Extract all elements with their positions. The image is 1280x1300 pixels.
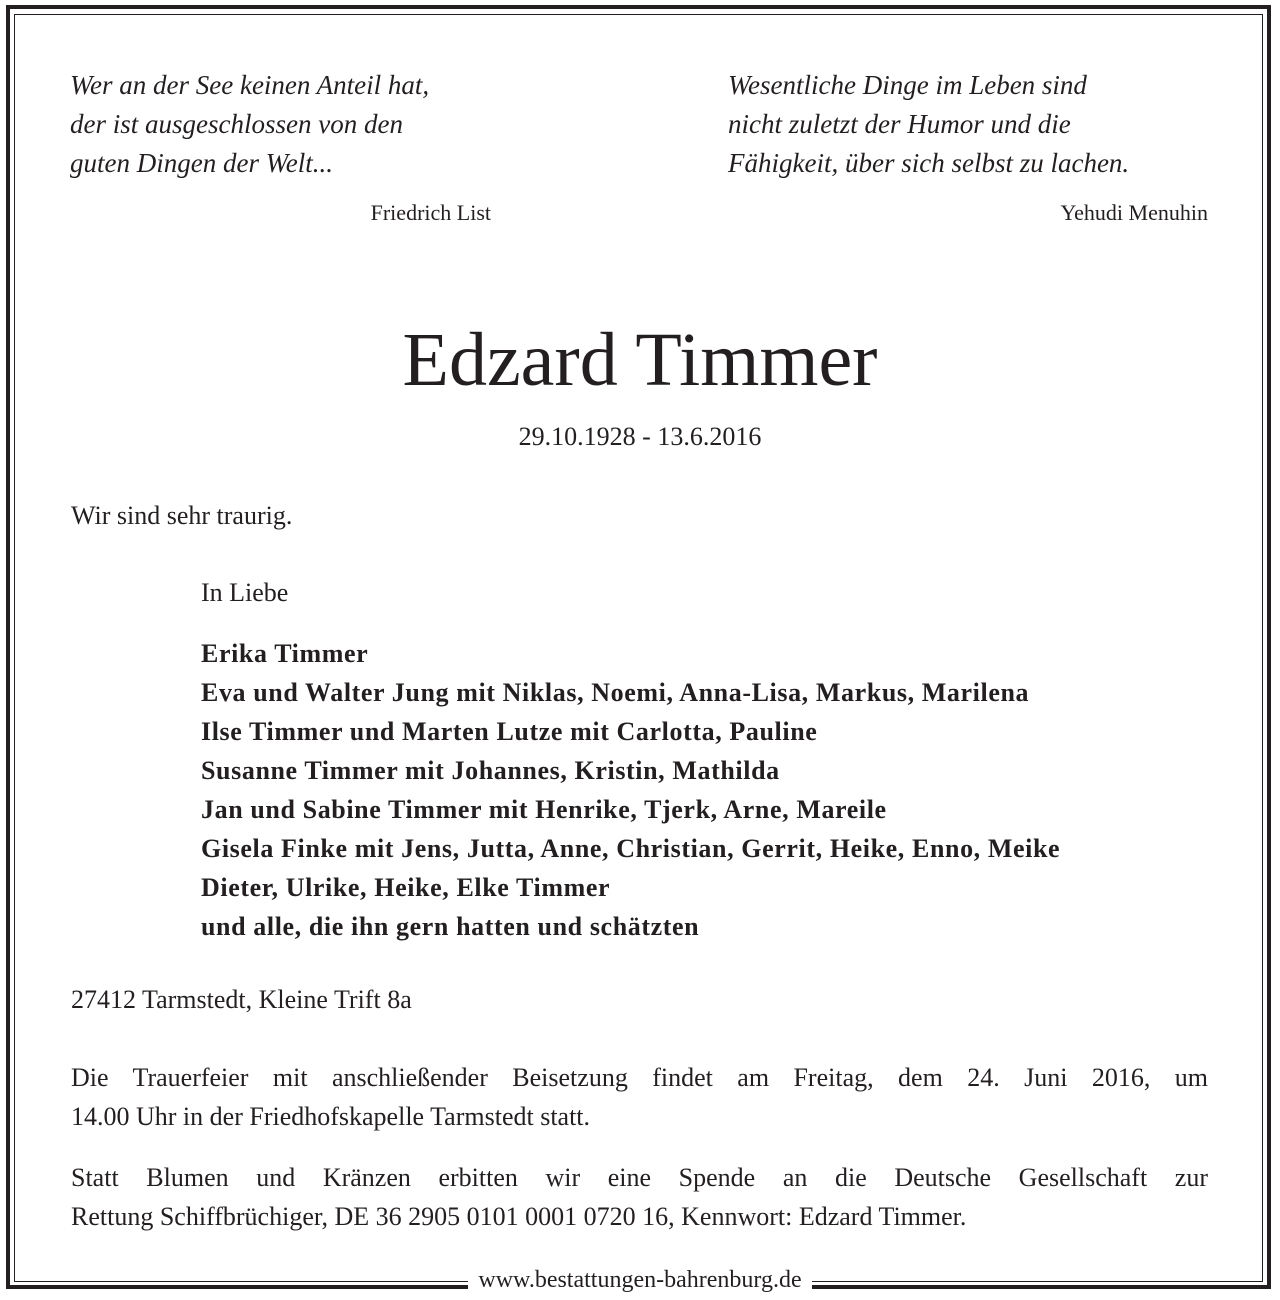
funeral-notice bbox=[71, 1058, 1208, 1136]
family-member: und alle, die ihn gern hatten und schätzten bbox=[201, 912, 700, 941]
quote-left-author: Friedrich List bbox=[370, 200, 491, 225]
funeral-notice-line: Die Trauerfeier mit anschließender Beisetzung findet am Freitag, dem 24. Juni 2016, um bbox=[71, 1063, 1208, 1092]
family-member: Jan und Sabine Timmer mit Henrike, Tjerk, Arne, Mareile bbox=[201, 795, 887, 824]
website-footer bbox=[0, 1264, 1280, 1300]
quote-right-author: Yehudi Menuhin bbox=[1060, 200, 1208, 225]
quote-right-line: Wesentliche Dinge im Leben sind bbox=[728, 70, 1087, 100]
donation-notice bbox=[71, 1158, 1208, 1236]
closing-phrase: In Liebe bbox=[201, 578, 289, 607]
website-link[interactable]: www.bestattungen-bahrenburg.de bbox=[468, 1264, 811, 1300]
quote-left-line: Wer an der See keinen Anteil hat, bbox=[70, 70, 430, 100]
quote-right bbox=[728, 66, 1218, 183]
family-member: Eva und Walter Jung mit Niklas, Noemi, Anna-Lisa, Markus, Marilena bbox=[201, 678, 1030, 707]
family-member: Ilse Timmer und Marten Lutze mit Carlotta, Pauline bbox=[201, 717, 818, 746]
family-member: Dieter, Ulrike, Heike, Elke Timmer bbox=[201, 873, 611, 902]
family-member: Erika Timmer bbox=[201, 639, 369, 668]
mourning-message: Wir sind sehr traurig. bbox=[71, 501, 293, 530]
quote-left bbox=[70, 66, 510, 183]
life-dates: 29.10.1928 - 13.6.2016 bbox=[518, 422, 762, 451]
deceased-name: Edzard Timmer bbox=[402, 318, 878, 402]
quote-left-line: der ist ausgeschlossen von den bbox=[70, 109, 403, 139]
donation-notice-line: Rettung Schiffbrüchiger, DE 36 2905 0101 0001 0720 16, Kennwort: Edzard Timmer. bbox=[71, 1202, 967, 1231]
family-member: Susanne Timmer mit Johannes, Kristin, Mathilda bbox=[201, 756, 780, 785]
address: 27412 Tarmstedt, Kleine Trift 8a bbox=[71, 985, 412, 1014]
family-list bbox=[201, 634, 1060, 946]
donation-notice-line: Statt Blumen und Kränzen erbitten wir eine Spende an die Deutsche Gesellschaft zur bbox=[71, 1163, 1208, 1192]
quote-right-line: nicht zuletzt der Humor und die bbox=[728, 109, 1071, 139]
quote-left-line: guten Dingen der Welt... bbox=[70, 148, 333, 178]
quote-right-line: Fähigkeit, über sich selbst zu lachen. bbox=[728, 148, 1130, 178]
family-member: Gisela Finke mit Jens, Jutta, Anne, Christian, Gerrit, Heike, Enno, Meike bbox=[201, 834, 1061, 863]
funeral-notice-line: 14.00 Uhr in der Friedhofskapelle Tarmstedt statt. bbox=[71, 1102, 591, 1131]
